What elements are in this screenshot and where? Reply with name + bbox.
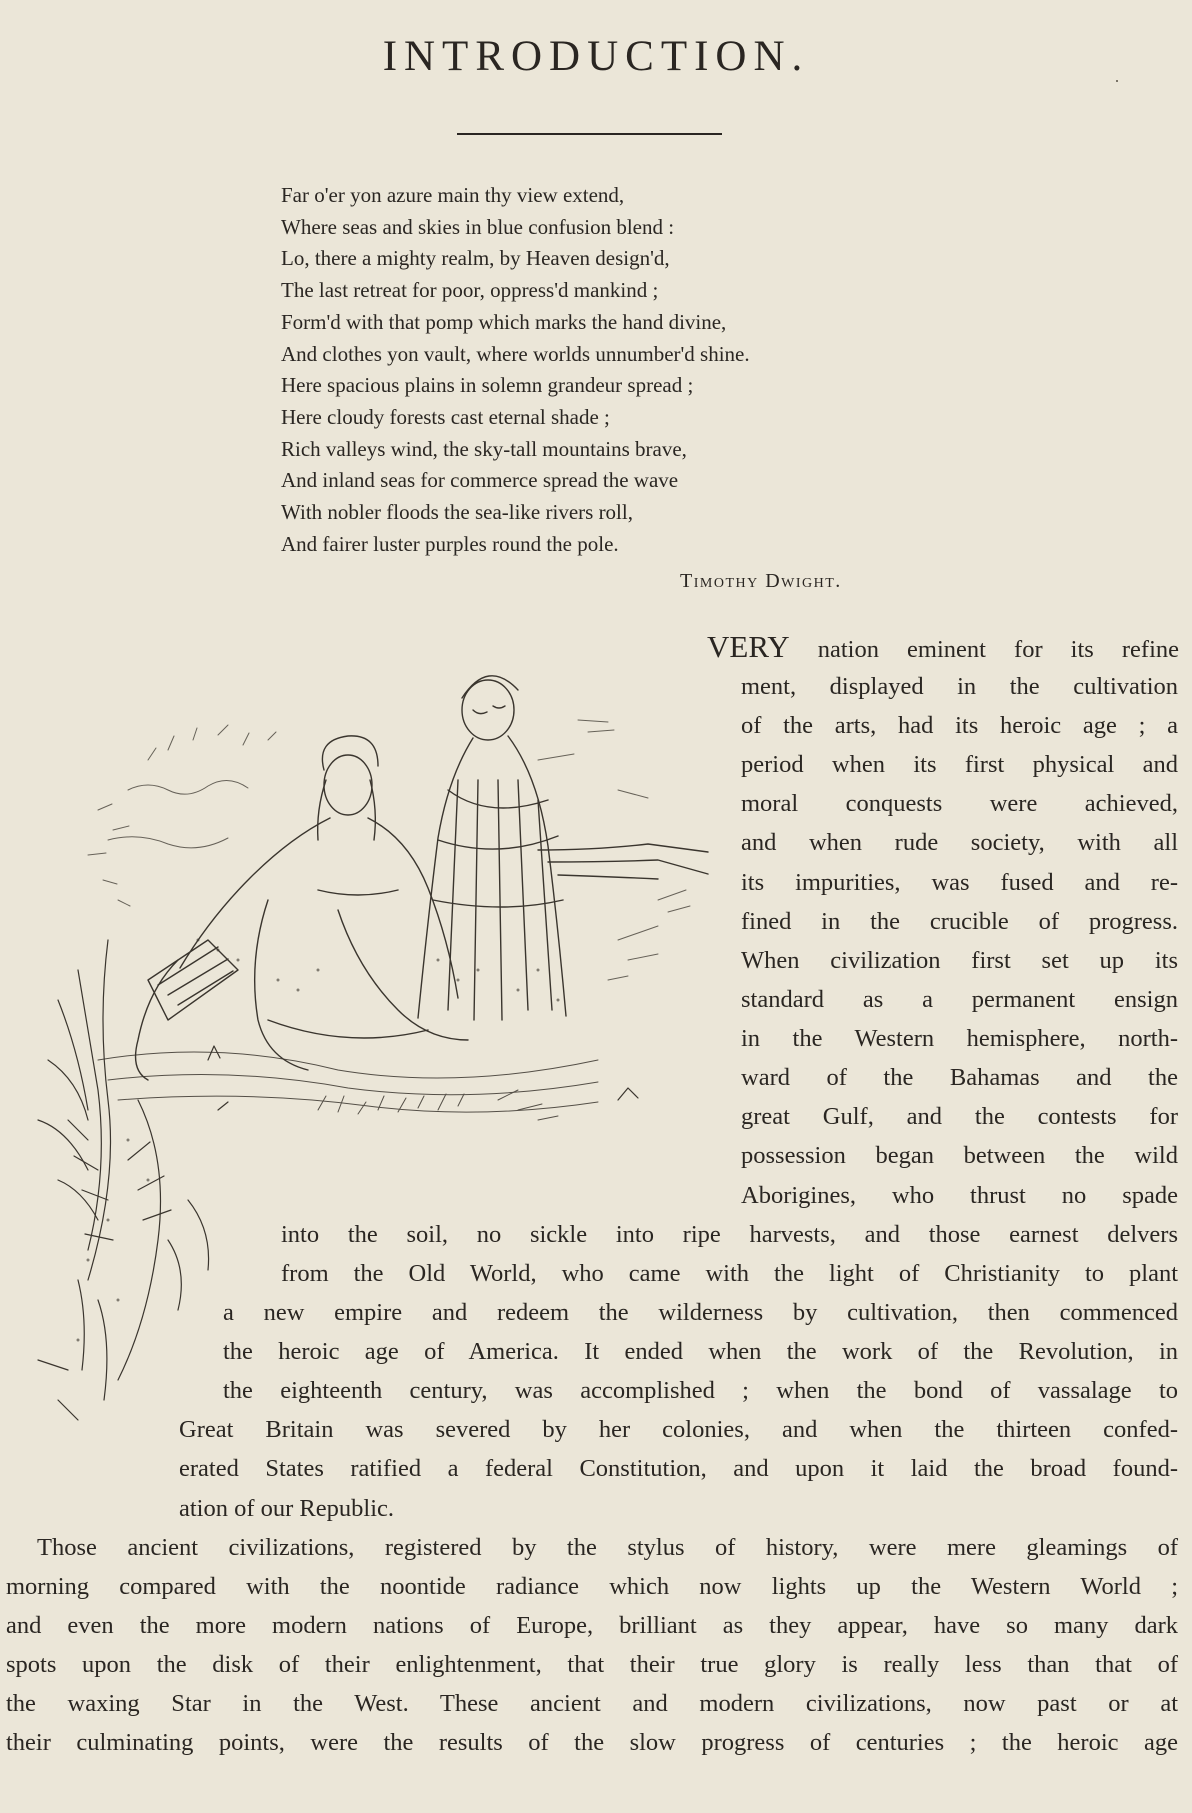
prose-line: and when rude society, with all [741,829,1178,856]
poem-author: Timothy Dwight. [680,570,842,592]
poem-line: Rich valleys wind, the sky-tall mountains brave, [281,436,687,461]
poem-line: Lo, there a mighty realm, by Heaven design'd, [281,246,670,271]
drop-cap: VERY [707,629,790,664]
poem-line: The last retreat for poor, oppress'd mankind ; [281,278,659,303]
prose-line: ment, displayed in the cultivation [741,673,1178,700]
poem-line: And inland seas for commerce spread the wave [281,468,679,493]
prose-line: Great Britain was severed by her colonies, and when the thirteen confed- [179,1416,1178,1443]
prose-line: and even the more modern nations of Europe, brilliant as they appear, have so many dark [6,1612,1178,1639]
prose-line: period when its first physical and [741,751,1178,778]
prose-line: into the soil, no sickle into ripe harvests, and those earnest delvers [281,1221,1178,1248]
prose-line: the waxing Star in the West. These ancient and modern civilizations, now past or at [6,1690,1178,1717]
poem-line: With nobler floods the sea-like rivers roll, [281,500,633,525]
prose-line [707,629,1179,665]
prose-line: ation of our Republic. [179,1495,395,1522]
prose-line: When civilization first set up its [741,947,1178,974]
page-mark [1116,80,1118,82]
poem-line: And fairer luster purples round the pole. [281,531,619,556]
prose-line: Those ancient civilizations, registered by the stylus of history, were mere gleamings of [37,1534,1178,1561]
prose-line: moral conquests were achieved, [741,790,1178,817]
poem-line: Form'd with that pomp which marks the hand divine, [281,309,727,334]
poem [281,180,921,560]
prose-line: its impurities, was fused and re- [741,869,1178,896]
prose-line: in the Western hemisphere, north- [741,1025,1178,1052]
poem-line: Far o'er yon azure main thy view extend, [281,183,625,207]
prose-line: ward of the Bahamas and the [741,1064,1178,1091]
prose-line: the eighteenth century, was accomplished ; when the bond of vassalage to [223,1377,1178,1404]
poem-line: Where seas and skies in blue confusion blend : [281,214,675,239]
prose-line: spots upon the disk of their enlightenment, that their true glory is really less than that of [6,1651,1178,1678]
prose-line: great Gulf, and the contests for [741,1103,1178,1130]
page-title: INTRODUCTION. [382,33,810,80]
poem-line: Here spacious plains in solemn grandeur spread ; [281,373,694,398]
poem-line: Here cloudy forests cast eternal shade ; [281,404,610,429]
prose-line: of the arts, had its heroic age ; a [741,712,1178,739]
prose-line: fined in the crucible of progress. [741,908,1178,935]
prose-line: erated States ratified a federal Constitution, and upon it laid the broad found- [179,1455,1178,1482]
prose-line: their culminating points, were the results of the slow progress of centuries ; the heroic age [6,1729,1178,1756]
title-rule [457,133,722,135]
prose-line-text: nation eminent for its refine [789,636,1179,663]
poem-line: And clothes yon vault, where worlds unnumber'd shine. [281,341,750,366]
prose-line: a new empire and redeem the wilderness by cultivation, then commenced [223,1299,1178,1326]
prose-line: standard as a permanent ensign [741,986,1178,1013]
prose-line: possession began between the wild [741,1142,1178,1169]
prose-line: Aborigines, who thrust no spade [741,1182,1178,1209]
prose-line: morning compared with the noontide radiance which now lights up the Western World ; [6,1573,1178,1600]
prose-line: the heroic age of America. It ended when the work of the Revolution, in [223,1338,1178,1365]
prose-line: from the Old World, who came with the light of Christianity to plant [281,1260,1178,1287]
